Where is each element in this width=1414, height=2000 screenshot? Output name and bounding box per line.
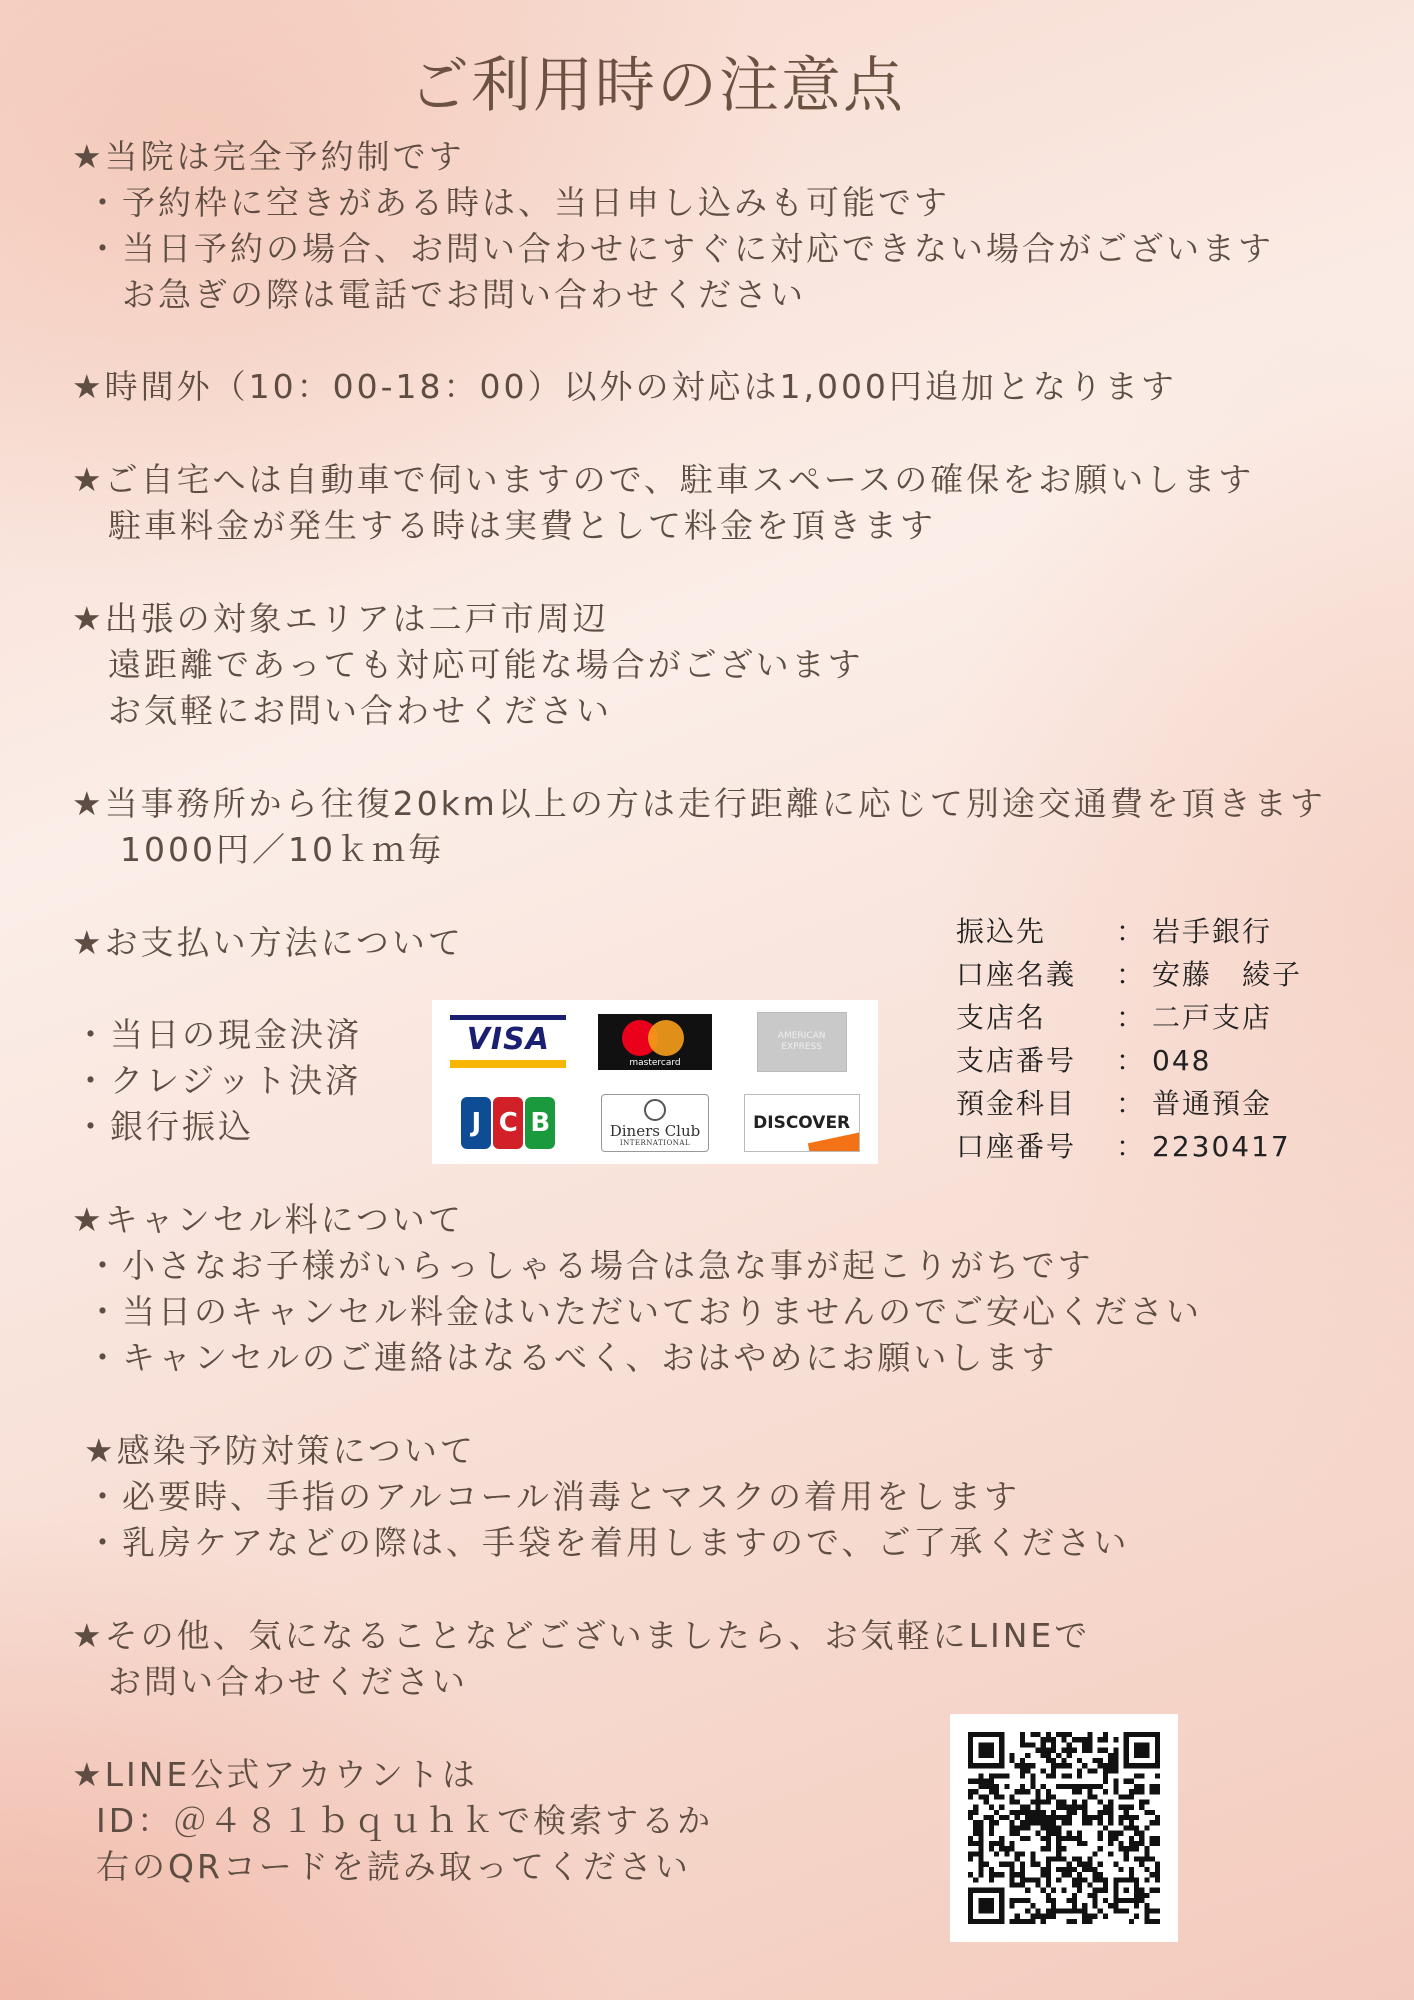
parking-note: 駐車料金が発生する時は実費として料金を頂きます: [108, 506, 936, 545]
section-reservation-heading: ★当院は完全予約制です: [72, 137, 465, 176]
diners-club-logo: Diners Club INTERNATIONAL: [585, 1085, 726, 1160]
mastercard-logo: mastercard: [585, 1004, 726, 1079]
other-note: お問い合わせください: [108, 1662, 468, 1701]
bank-row: 口座番号 ： 2230417: [956, 1130, 1291, 1163]
section-other-heading: ★その他、気になることなどございましたら、お気軽にLINEで: [72, 1616, 1091, 1655]
section-infection-heading: ★感染予防対策について: [84, 1431, 476, 1470]
section-travel-fee-heading: ★当事務所から往復20km以上の方は走行距離に応じて別途交通費を頂きます: [72, 784, 1326, 823]
cancel-note-2: ・当日のキャンセル料金はいただいておりませんのでご安心ください: [86, 1292, 1202, 1331]
line-id-text: ID：＠４８１ｂｑｕｈｋで検索するか: [96, 1801, 714, 1840]
section-parking-heading: ★ご自宅へは自動車で伺いますので、駐車スペースの確保をお願いします: [72, 460, 1255, 499]
credit-card-logos: [432, 1000, 878, 1164]
section-area-heading: ★出張の対象エリアは二戸市周辺: [72, 599, 609, 638]
payment-cash: ・当日の現金決済: [74, 1015, 362, 1054]
line-qr-code[interactable]: [950, 1714, 1178, 1942]
payment-bank-transfer: ・銀行振込: [74, 1107, 254, 1146]
section-line-account-heading: ★LINE公式アカウントは: [72, 1755, 478, 1794]
qr-code-icon: [968, 1732, 1160, 1924]
bank-account-info: [956, 910, 1302, 1168]
infection-note-1: ・必要時、手指のアルコール消毒とマスクの着用をします: [86, 1477, 1021, 1516]
discover-logo: DISCOVER: [731, 1085, 872, 1160]
qr-instruction: 右のQRコードを読み取ってください: [96, 1847, 691, 1886]
infection-note-2: ・乳房ケアなどの際は、手袋を着用しますので、ご了承ください: [86, 1523, 1130, 1562]
section-payment-heading: ★お支払い方法について: [72, 923, 464, 962]
section-overtime-heading: ★時間外（10：00-18：00）以外の対応は1,000円追加となります: [72, 367, 1177, 406]
reservation-note-2: ・当日予約の場合、お問い合わせにすぐに対応できない場合がございます: [86, 229, 1274, 268]
reservation-note-3: お急ぎの際は電話でお問い合わせください: [122, 275, 806, 314]
bank-row: 振込先 ： 岩手銀行: [956, 915, 1273, 948]
visa-logo: VISA: [438, 1004, 579, 1079]
payment-credit: ・クレジット決済: [74, 1061, 362, 1100]
amex-logo: AMERICAN EXPRESS: [731, 1004, 872, 1079]
cancel-note-1: ・小さなお子様がいらっしゃる場合は急な事が起こりがちです: [86, 1246, 1094, 1285]
bank-row: 口座名義 ： 安藤 綾子: [956, 958, 1303, 991]
bank-row: 支店番号 ： 048: [956, 1044, 1212, 1077]
cancel-note-3: ・キャンセルのご連絡はなるべく、おはやめにお願いします: [86, 1338, 1058, 1377]
section-cancel-heading: ★キャンセル料について: [72, 1200, 464, 1239]
jcb-logo: J C B: [438, 1085, 579, 1160]
bank-row: 預金科目 ： 普通預金: [956, 1087, 1273, 1120]
area-note-1: 遠距離であっても対応可能な場合がございます: [108, 645, 864, 684]
bank-row: 支店名 ： 二戸支店: [956, 1001, 1273, 1034]
area-note-2: お気軽にお問い合わせください: [108, 691, 612, 730]
page-title: ご利用時の注意点: [409, 51, 905, 121]
reservation-note-1: ・予約枠に空きがある時は、当日申し込みも可能です: [86, 183, 950, 222]
travel-fee-note: 1000円／10ｋｍ毎: [120, 830, 444, 869]
